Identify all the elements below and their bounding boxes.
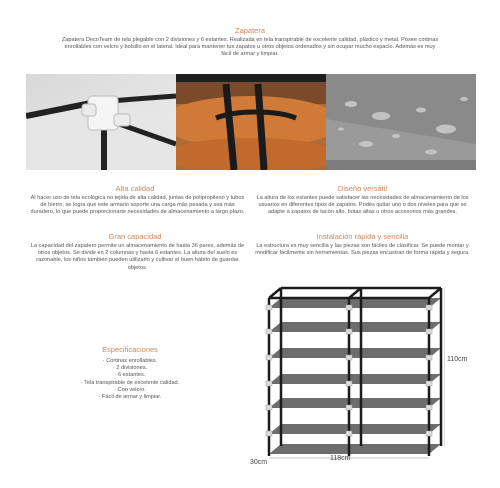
rack-shelves bbox=[269, 298, 441, 454]
dimension-depth: 30cm bbox=[250, 459, 268, 466]
specs-list bbox=[60, 358, 200, 401]
feature-title-versatile: Diseño versátil bbox=[337, 184, 388, 193]
feature-text-quality: Al hacer uso de tela ecológica no tejida de alta calidad, juntas de polipropileno y tubos de hierro, se logra que este armario soporte una carga más pesada y sea más duradero, lo que puede proporcionarte necesidades de almacenamiento a largo plazo. bbox=[30, 195, 245, 216]
spec-item: · 2 divisiones. bbox=[112, 365, 148, 372]
feature-title-capacity: Gran capacidad bbox=[108, 232, 162, 241]
rolled-curtain-photo bbox=[176, 74, 326, 170]
specs-title: Especificaciones bbox=[102, 345, 158, 354]
spec-item: · Fácil de armar y limpiar. bbox=[98, 394, 162, 401]
spec-item: · 6 estantes. bbox=[114, 372, 146, 379]
water-drops-photo bbox=[326, 74, 476, 170]
intro-title: Zapatera bbox=[234, 26, 266, 35]
spec-item: · Cortinas enrollables. bbox=[102, 358, 158, 364]
shoe-rack-illustration bbox=[255, 284, 445, 459]
feature-text-install: La estructura es muy sencilla y las piezas son fáciles de clasificar. Se puede montar y modificar fácilmente sin herramientas. Sus piezas encastran de forma rápida y segura. bbox=[255, 243, 470, 257]
dimension-height: 110cm bbox=[447, 356, 468, 363]
spec-item: · Tela transpirable de excelente calidad. bbox=[80, 379, 180, 386]
feature-title-quality: Alta calidad bbox=[115, 184, 155, 193]
feature-title-install: Instalación rápida y sencilla bbox=[316, 232, 409, 241]
intro-text: Zapatera DecoTeam de tela plegable con 2 divisiones y 6 estantes. Realizada en tela transpirable de excelente calidad, plástico y metal. Posee cortinas enrollables con velcro y bolsillo en el lateral. Ideal para mantener tus zapatos u otros objetos ordenados y sin ocupar mucho espacio. Además es muy fácil de armar y limpiar. bbox=[61, 37, 439, 58]
spec-item: · Con velcro. bbox=[114, 386, 146, 393]
dimension-width: 118cm bbox=[330, 455, 351, 462]
feature-text-capacity: La capacidad del zapatero permite un almacenamiento de hasta 36 pares, además de otros objetos. Se divide en 2 columnas y hasta 6 estantes. La altura del suelo es razonable, los niños también pueden utilizarlo y cultivar el buen hábito de guardar objetos. bbox=[30, 243, 245, 271]
feature-text-versatile: La altura de los estantes puede satisfacer las necesidades de almacenamiento de los usuarios en diferentes tipos de zapatos. Podés quitar uno o dos niveles para que se adapte a zapatos de tacón alto, botas altas u otros accesorios más grandes. bbox=[256, 195, 469, 216]
frame-joint-photo bbox=[26, 74, 176, 170]
